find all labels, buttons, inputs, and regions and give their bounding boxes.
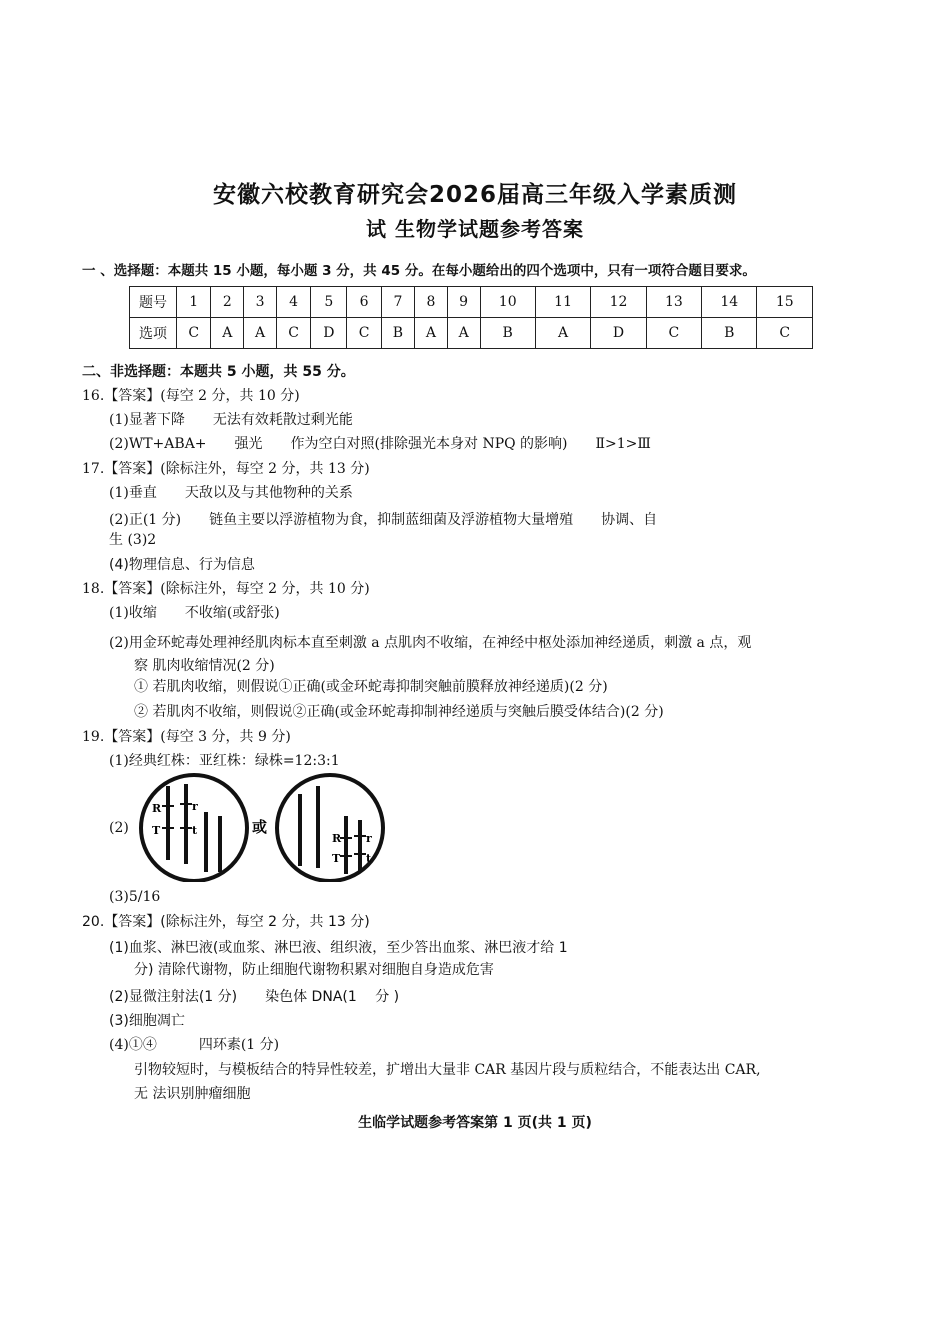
section1-heading: 一 、选择题：本题共 15 小题，每小题 3 分，共 45 分。在每小题给出的四个选项中，只有一项符合题目要求。 — [82, 263, 756, 279]
question-number-cell: 14 — [702, 287, 757, 318]
q20-line-3: (2)显微注射法(1 分) 染色体 DNA(1 分 ) — [109, 989, 400, 1005]
q18-line-1: (1)收缩 不收缩(或舒张) — [109, 605, 280, 621]
answer-option-cell: C — [177, 318, 211, 349]
q20-line-6: 引物较短时，与模板结合的特异性较差，扩增出大量非 CAR 基因片段与质粒结合，不能表达出 CAR, — [134, 1062, 761, 1078]
q19-line-1: (1)经典红株：亚红株：绿株=12:3:1 — [109, 753, 340, 769]
q18-heading: 18.【答案】(除标注外，每空 2 分，共 10 分) — [82, 581, 370, 597]
q20-line-2: 分) 清除代谢物，防止细胞代谢物积累对细胞自身造成危害 — [134, 962, 494, 978]
question-number-cell: 11 — [535, 287, 590, 318]
q18-line-3: 察 肌肉收缩情况(2 分) — [134, 658, 275, 674]
q20-line-5: (4)①④ 四环素(1 分) — [109, 1037, 280, 1053]
answer-option-cell: B — [480, 318, 535, 349]
question-number-cell: 8 — [415, 287, 448, 318]
answer-option-cell: A — [415, 318, 448, 349]
q17-line-4: (4)物理信息、行为信息 — [109, 557, 255, 573]
q19-heading: 19.【答案】(每空 3 分，共 9 分) — [82, 729, 291, 745]
question-number-cell: 6 — [347, 287, 381, 318]
q20-line-7: 无 法识别肿瘤细胞 — [134, 1086, 251, 1102]
table-row-answers — [130, 318, 813, 349]
q16-line-1: (1)显著下降 无法有效耗散过剩光能 — [109, 412, 353, 428]
question-number-cell: 2 — [211, 287, 244, 318]
q20-line-1: (1)血浆、淋巴液(或血浆、淋巴液、组织液，至少答出血浆、淋巴液才给 1 — [109, 940, 568, 956]
answer-option-cell: C — [757, 318, 813, 349]
answer-option-cell: A — [535, 318, 590, 349]
page-title: 安徽六校教育研究会2026届高三年级入学素质测 — [212, 182, 737, 208]
row-label-answer: 选项 — [130, 318, 177, 349]
q16-heading: 16.【答案】(每空 2 分，共 10 分) — [82, 388, 300, 404]
chromosome-diagram — [138, 772, 388, 882]
answer-option-cell: D — [591, 318, 646, 349]
q16-line-2: (2)WT+ABA+ 强光 作为空白对照(排除强光本身对 NPQ 的影响) Ⅱ>1>Ⅲ — [109, 436, 651, 452]
answer-option-cell: B — [381, 318, 414, 349]
section2-heading: 二、非选择题：本题共 5 小题，共 55 分。 — [82, 364, 355, 380]
page-footer: 生临学试题参考答案第 1 页(共 1 页) — [358, 1115, 592, 1131]
question-number-cell: 13 — [646, 287, 701, 318]
q18-line-2: (2)用金环蛇毒处理神经肌肉标本直至刺激 a 点肌肉不收缩，在神经中枢处添加神经递质，刺激 a 点，观 — [109, 635, 752, 651]
or-label: 或 — [252, 818, 268, 836]
q20-line-4: (3)细胞凋亡 — [109, 1013, 185, 1029]
gene-label-R-right: R — [332, 832, 342, 845]
q17-heading: 17.【答案】(除标注外，每空 2 分，共 13 分) — [82, 461, 370, 477]
q18-line-4: ① 若肌肉收缩，则假说①正确(或金环蛇毒抑制突触前膜释放神经递质)(2 分) — [134, 679, 608, 695]
page-subtitle: 试 生物学试题参考答案 — [366, 217, 584, 241]
question-number-cell: 10 — [480, 287, 535, 318]
gene-label-t-left: t — [192, 824, 198, 837]
cell-right — [277, 775, 383, 881]
q18-line-5: ② 若肌肉不收缩，则假说②正确(或金环蛇毒抑制神经递质与突触后膜受体结合)(2 分) — [134, 704, 664, 720]
answer-option-cell: C — [347, 318, 381, 349]
q17-line-3: 生 (3)2 — [109, 532, 157, 548]
answer-option-cell: C — [646, 318, 701, 349]
q19-line-3: (3)5/16 — [109, 889, 161, 905]
question-number-cell: 3 — [244, 287, 277, 318]
answer-option-cell: A — [447, 318, 480, 349]
q20-heading: 20.【答案】(除标注外，每空 2 分，共 13 分) — [82, 914, 370, 930]
q17-line-2: (2)正(1 分) 链鱼主要以浮游植物为食，抑制蓝细菌及浮游植物大量增殖 协调、自 — [109, 512, 658, 528]
gene-label-R-left: R — [152, 802, 162, 815]
q17-line-1: (1)垂直 天敌以及与其他物种的关系 — [109, 485, 353, 501]
answer-option-cell: B — [702, 318, 757, 349]
question-number-cell: 7 — [381, 287, 414, 318]
question-number-cell: 1 — [177, 287, 211, 318]
question-number-cell: 12 — [591, 287, 646, 318]
gene-label-t-right: t — [366, 852, 372, 865]
answer-option-cell: A — [211, 318, 244, 349]
answer-option-cell: D — [311, 318, 347, 349]
question-number-cell: 9 — [447, 287, 480, 318]
q19-line-2-label: (2) — [109, 820, 129, 836]
question-number-cell: 15 — [757, 287, 813, 318]
gene-label-T-left: T — [152, 824, 161, 837]
table-row-questions — [130, 287, 813, 318]
row-label-question: 题号 — [130, 287, 177, 318]
question-number-cell: 4 — [276, 287, 310, 318]
answer-option-cell: C — [276, 318, 310, 349]
answer-table — [129, 286, 813, 349]
gene-label-T-right: T — [332, 852, 341, 865]
gene-label-r-left: r — [192, 800, 198, 813]
answer-option-cell: A — [244, 318, 277, 349]
question-number-cell: 5 — [311, 287, 347, 318]
gene-label-r-right: r — [366, 832, 372, 845]
